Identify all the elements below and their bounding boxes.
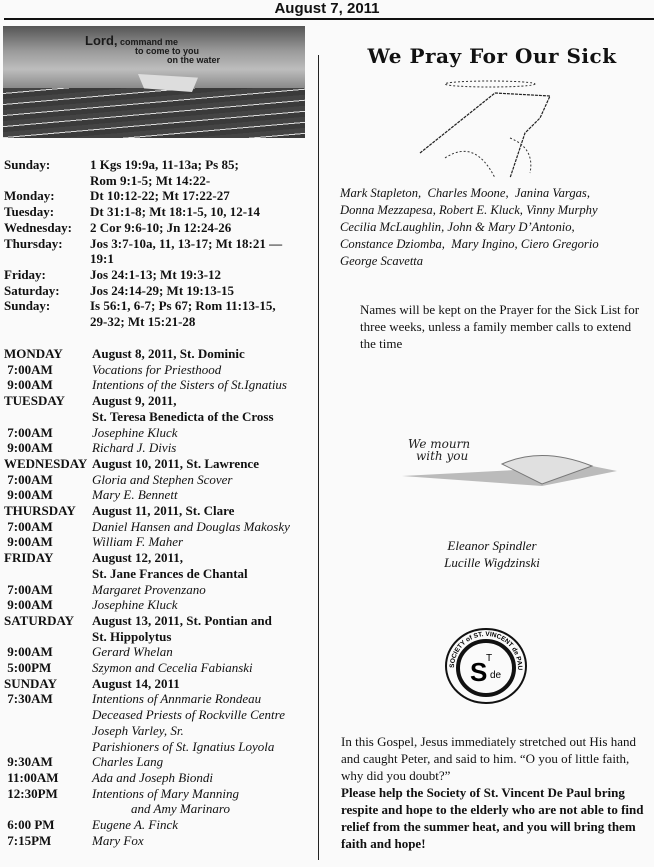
mass-row	[4, 644, 316, 660]
schedule-day-row	[4, 393, 316, 409]
schedule-date: August 13, 2011, St. Pontian and	[92, 612, 272, 628]
reading-citation: 1 Kgs 19:9a, 11-13a; Ps 85;	[90, 157, 239, 172]
reading-citation: Dt 10:12-22; Mt 17:22-27	[90, 188, 230, 204]
mass-time: 6:00 PM	[4, 817, 55, 833]
mourn-text-1: We mourn	[408, 437, 471, 451]
sick-title: We Pray For Our Sick	[367, 44, 617, 68]
svg-text:de: de	[490, 670, 502, 681]
mass-time: 9:30AM	[4, 754, 53, 770]
mass-intention: Margaret Provenzano	[92, 581, 206, 597]
caption-lord: Lord,	[85, 33, 118, 48]
reading-citation: Dt 31:1-8; Mt 18:1-5, 10, 12-14	[90, 204, 261, 220]
sick-name-line: Mark Stapleton, Charles Moone, Janina Vargas,	[340, 186, 590, 200]
reading-citation: Jos 24:14-29; Mt 19:13-15	[90, 282, 235, 298]
mass-time: 7:00AM	[4, 424, 53, 440]
mass-row	[4, 801, 316, 817]
header-rule	[4, 18, 654, 20]
praying-figure-illustration	[415, 78, 555, 178]
schedule-day: MONDAY	[4, 346, 63, 361]
schedule-date: August 11, 2011, St. Clare	[92, 503, 235, 519]
mass-row	[4, 817, 316, 833]
schedule-day-row	[4, 566, 316, 582]
reading-row	[4, 204, 315, 220]
mass-time: 7:00AM	[4, 361, 53, 377]
reading-day: Friday:	[4, 266, 46, 282]
mass-intention: Intentions of the Sisters of St.Ignatius	[92, 377, 287, 393]
mass-intention: Mary E. Bennett	[92, 487, 178, 503]
gospel-text: In this Gospel, Jesus immediately stretched out His hand and caught Peter, and said to him. “O you of little faith, why did you doubt?”	[341, 734, 636, 783]
caption-command: command me	[120, 37, 179, 47]
reading-row	[4, 251, 315, 267]
schedule-date: St. Jane Frances de Chantal	[92, 565, 248, 581]
reading-day: Thursday:	[4, 235, 63, 251]
schedule-day-row	[4, 629, 316, 645]
mass-time: 9:00AM	[4, 597, 53, 613]
schedule-date: St. Hippolytus	[92, 628, 172, 644]
mass-time: 12:30PM	[4, 785, 58, 801]
walking-on-water-illustration	[3, 26, 305, 138]
mass-intention: Gerard Whelan	[92, 644, 173, 660]
mass-intention: William F. Maher	[92, 534, 184, 550]
page-date-header: August 7, 2011	[274, 0, 380, 17]
reading-citation: 29-32; Mt 15:21-28	[90, 314, 196, 330]
sick-name-line: Donna Mezzapesa, Robert E. Kluck, Vinny Murphy	[340, 203, 598, 217]
schedule-day-row	[4, 456, 316, 472]
schedule-day: FRIDAY	[4, 550, 54, 566]
mass-time: 7:15PM	[4, 832, 52, 848]
reading-day	[4, 251, 90, 267]
mass-time: 9:00AM	[4, 487, 53, 503]
mass-intention: Josephine Kluck	[92, 597, 178, 613]
weekly-readings	[4, 157, 315, 330]
schedule-date: August 9, 2011,	[92, 393, 177, 409]
schedule-day: SATURDAY	[4, 612, 75, 628]
mass-time: 5:00PM	[4, 660, 52, 676]
mass-time	[4, 723, 92, 739]
reading-day: Sunday:	[4, 298, 51, 314]
mourn-text-2: with you	[416, 449, 469, 463]
mass-time: 7:00AM	[4, 471, 53, 487]
sick-name-line: George Scavetta	[340, 254, 424, 268]
mass-row	[4, 660, 316, 676]
schedule-date: August 12, 2011,	[92, 550, 184, 566]
reading-row	[4, 173, 315, 189]
mass-row	[4, 582, 316, 598]
reading-citation: Rom 9:1-5; Mt 14:22-	[90, 172, 211, 188]
mass-row	[4, 770, 316, 786]
reading-day: Monday:	[4, 188, 55, 204]
mass-intention: Parishioners of St. Ignatius Loyola	[92, 738, 275, 754]
reading-citation: Jos 24:1-13; Mt 19:3-12	[90, 266, 222, 282]
mass-intention: Deceased Priests of Rockville Centre	[92, 707, 286, 723]
schedule-day-row	[4, 676, 316, 692]
schedule-date: St. Teresa Benedicta of the Cross	[92, 408, 274, 424]
mass-row	[4, 597, 316, 613]
reading-day: Tuesday:	[4, 204, 55, 220]
reading-citation: Jos 3:7-10a, 11, 13-17; Mt 18:21 —	[90, 235, 283, 251]
mass-row	[4, 754, 316, 770]
reading-row	[4, 157, 315, 173]
mass-intention: Intentions of Mary Manning	[92, 785, 239, 801]
we-mourn-with-you-illustration	[392, 436, 617, 494]
mass-row	[4, 440, 316, 456]
reading-day	[4, 314, 90, 330]
deceased-name: Lucille Wigdzinski	[444, 555, 540, 570]
reading-citation: 19:1	[90, 251, 114, 267]
svg-text:S: S	[470, 657, 488, 687]
schedule-date: August 10, 2011, St. Lawrence	[92, 455, 259, 471]
mass-intention: Richard J. Divis	[92, 440, 177, 456]
mass-intention: Eugene A. Finck	[92, 817, 179, 833]
mass-intention: Vocations for Priesthood	[92, 361, 222, 377]
mass-intention: Daniel Hansen and Douglas Makosky	[92, 518, 290, 534]
mass-intention: Szymon and Cecelia Fabianski	[92, 660, 253, 676]
deceased-name: Eleanor Spindler	[447, 538, 537, 553]
illustration-caption	[85, 33, 221, 65]
schedule-day-row	[4, 613, 316, 629]
mass-time: 9:00AM	[4, 440, 53, 456]
mass-intention: Josephine Kluck	[92, 424, 178, 440]
column-divider	[318, 55, 319, 860]
reading-citation: Is 56:1, 6-7; Ps 67; Rom 11:13-15,	[90, 298, 276, 314]
svdp-logo	[444, 626, 528, 704]
sick-names-list	[340, 185, 654, 270]
mass-time: 9:00AM	[4, 534, 53, 550]
mass-row	[4, 707, 316, 723]
mass-time: 9:00AM	[4, 377, 53, 393]
caption-water: on the water	[167, 55, 221, 65]
mourn-art-text	[408, 438, 470, 462]
schedule-day-row	[4, 503, 316, 519]
reading-day	[4, 173, 90, 189]
mass-row	[4, 534, 316, 550]
schedule-day-row	[4, 409, 316, 425]
schedule-day	[4, 566, 92, 582]
schedule-day: WEDNESDAY	[4, 455, 88, 471]
prayer-list-note: Names will be kept on the Prayer for the Sick List for three weeks, unless a family member calls to extend the time	[360, 302, 640, 351]
schedule-day	[4, 629, 92, 645]
mass-time: 11:00AM	[4, 769, 59, 785]
deceased-names	[330, 537, 654, 571]
mass-intention: Gloria and Stephen Scover	[92, 471, 233, 487]
mass-time: 9:00AM	[4, 644, 53, 660]
reading-day: Sunday:	[4, 157, 51, 172]
mass-row	[4, 723, 316, 739]
mass-time	[4, 707, 92, 723]
sick-name-line: Cecilia McLaughlin, John & Mary D’Antonio,	[340, 220, 575, 234]
mass-intention: and Amy Marinaro	[92, 801, 230, 817]
sick-name-line: Constance Dziomba, Mary Ingino, Ciero Gregorio	[340, 237, 599, 251]
reading-row	[4, 220, 315, 236]
mass-intention: Mary Fox	[92, 832, 144, 848]
reading-citation: 2 Cor 9:6-10; Jn 12:24-26	[90, 219, 232, 235]
mass-row	[4, 833, 316, 849]
mass-intention: Intentions of Annmarie Rondeau	[92, 691, 262, 707]
sea	[3, 88, 305, 138]
reading-day: Saturday:	[4, 282, 60, 298]
svdp-appeal	[341, 733, 654, 852]
mass-time: 7:30AM	[4, 691, 53, 707]
mass-row	[4, 786, 316, 802]
mass-row	[4, 425, 316, 441]
mass-schedule	[4, 346, 316, 849]
schedule-day	[4, 409, 92, 425]
mass-row	[4, 487, 316, 503]
mass-intention: Ada and Joseph Biondi	[92, 769, 213, 785]
schedule-day: SUNDAY	[4, 675, 57, 691]
mass-row	[4, 362, 316, 378]
reading-day: Wednesday:	[4, 219, 72, 235]
appeal-text: Please help the Society of St. Vincent De Paul bring respite and hope to the elderly who are not able to find relief from the summer heat, and you will bring them faith and hope!	[341, 785, 644, 851]
mass-row	[4, 377, 316, 393]
reading-row	[4, 188, 315, 204]
mass-time	[4, 801, 92, 817]
schedule-date: August 8, 2011, St. Dominic	[92, 346, 245, 361]
mass-row	[4, 691, 316, 707]
mass-time: 7:00AM	[4, 581, 53, 597]
logo-ring-text: SOCIETY of ST. VINCENT de PAU	[448, 630, 524, 671]
mass-intention: Joseph Varley, Sr.	[92, 722, 184, 738]
schedule-date: August 14, 2011	[92, 675, 180, 691]
mass-row	[4, 519, 316, 535]
reading-row	[4, 283, 315, 299]
mass-row	[4, 739, 316, 755]
reading-row	[4, 267, 315, 283]
schedule-day: THURSDAY	[4, 503, 76, 519]
reading-row	[4, 298, 315, 314]
mass-intention: Charles Lang	[92, 754, 164, 770]
schedule-day-row	[4, 550, 316, 566]
svg-text:T: T	[486, 653, 493, 664]
schedule-day: TUESDAY	[4, 393, 65, 409]
mass-time: 7:00AM	[4, 518, 53, 534]
caption-come: to come to you	[135, 46, 200, 56]
mass-time	[4, 739, 92, 755]
reading-row	[4, 236, 315, 252]
reading-row	[4, 314, 315, 330]
schedule-day-row	[4, 346, 316, 362]
mass-row	[4, 472, 316, 488]
